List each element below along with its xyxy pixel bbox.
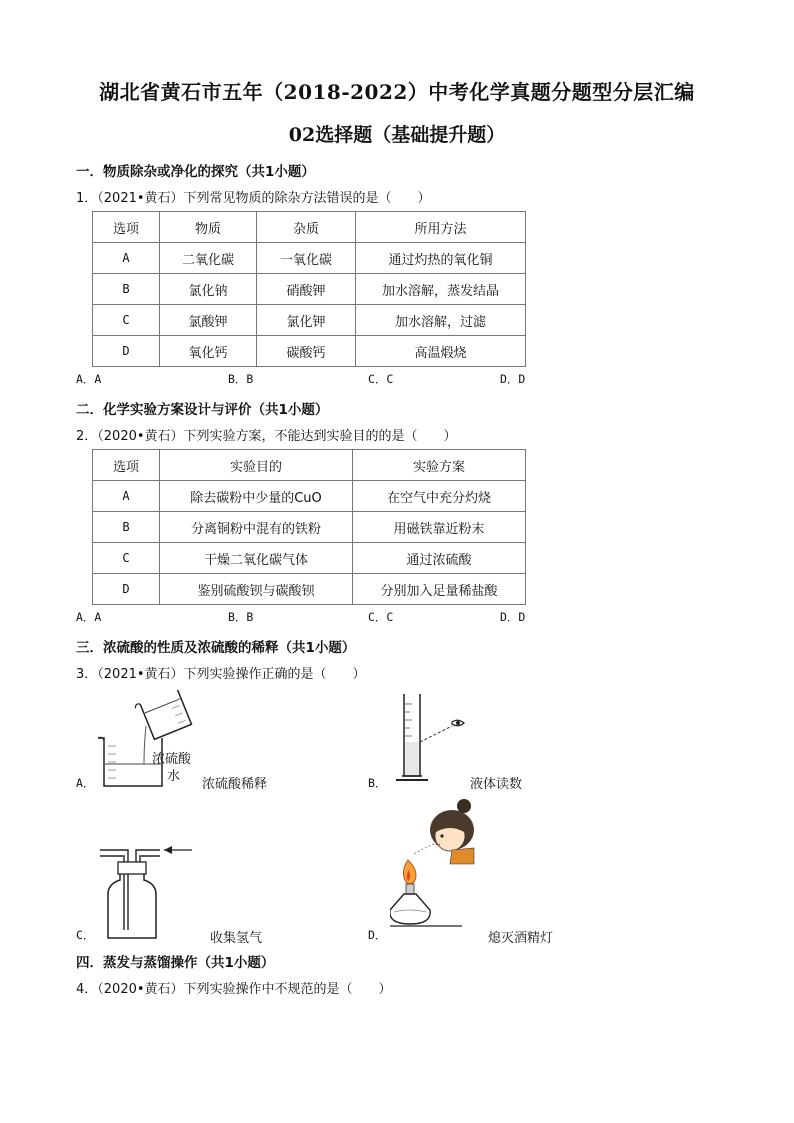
question-3: 3．（2021•黄石）下列实验操作正确的是（ ） — [76, 667, 366, 682]
figure-b-caption: 液体读数 — [470, 777, 523, 792]
gas-bottle-icon — [94, 838, 204, 943]
table-row — [93, 481, 526, 512]
table-cell: 通过灼热的氧化铜 — [356, 243, 526, 274]
page-subtitle: 02选择题（基础提升题） — [288, 124, 506, 146]
table-cell: 加水溶解，过滤 — [356, 305, 526, 336]
table-cell: 氧化钙 — [160, 336, 257, 367]
table-cell: C — [93, 543, 160, 574]
option-a[interactable]: A．A — [76, 610, 102, 624]
beaker-pouring-icon — [94, 690, 214, 790]
table-cell: 在空气中充分灼烧 — [353, 481, 526, 512]
table-row — [93, 574, 526, 605]
option-c[interactable]: C．C — [368, 372, 394, 386]
table-cell: 鉴别硫酸钡与碳酸钡 — [160, 574, 353, 605]
table-cell: 一氧化碳 — [257, 243, 356, 274]
section-heading-2: 二．化学实验方案设计与评价（共1小题） — [76, 402, 329, 418]
figure-a-caption: 浓硫酸稀释 — [202, 777, 268, 792]
question-4: 4．（2020•黄石）下列实验操作中不规范的是（ ） — [76, 982, 392, 997]
table-cell: 分别加入足量稀盐酸 — [353, 574, 526, 605]
figure-d-letter[interactable]: D． — [368, 928, 387, 942]
table-header-cell: 实验目的 — [160, 450, 353, 481]
option-b[interactable]: B．B — [228, 610, 254, 624]
section-heading-4: 四．蒸发与蒸馏操作（共1小题） — [76, 955, 275, 971]
alcohol-lamp-girl-icon — [390, 798, 500, 938]
table-header-row — [93, 450, 526, 481]
table-cell: B — [93, 274, 160, 305]
option-d[interactable]: D．D — [500, 372, 526, 386]
table-1 — [92, 211, 526, 367]
option-c[interactable]: C．C — [368, 610, 394, 624]
table-row — [93, 274, 526, 305]
table-header-cell: 实验方案 — [353, 450, 526, 481]
table-header-cell: 选项 — [93, 450, 160, 481]
table-cell: 氯酸钾 — [160, 305, 257, 336]
table-header-cell: 所用方法 — [356, 212, 526, 243]
question-1: 1．（2021•黄石）下列常见物质的除杂方法错误的是（ ） — [76, 191, 431, 206]
table-row — [93, 336, 526, 367]
table-header-cell: 杂质 — [257, 212, 356, 243]
option-b[interactable]: B．B — [228, 372, 254, 386]
graduated-cylinder-icon — [392, 690, 482, 790]
figure-b-letter[interactable]: B． — [368, 776, 387, 790]
table-cell: 除去碳粉中少量的CuO — [160, 481, 353, 512]
table-row — [93, 543, 526, 574]
option-d[interactable]: D．D — [500, 610, 526, 624]
table-cell: A — [93, 243, 160, 274]
table-cell: 高温煅烧 — [356, 336, 526, 367]
table-cell: 分离铜粉中混有的铁粉 — [160, 512, 353, 543]
table-cell: 氯化钾 — [257, 305, 356, 336]
table-cell: D — [93, 336, 160, 367]
table-cell: 硝酸钾 — [257, 274, 356, 305]
table-header-cell: 选项 — [93, 212, 160, 243]
table-row — [93, 512, 526, 543]
table-cell: D — [93, 574, 160, 605]
table-cell: B — [93, 512, 160, 543]
table-cell: 碳酸钙 — [257, 336, 356, 367]
table-row — [93, 243, 526, 274]
table-cell: 用磁铁靠近粉末 — [353, 512, 526, 543]
table-cell: 干燥二氧化碳气体 — [160, 543, 353, 574]
page-title: 湖北省黄石市五年（2018-2022）中考化学真题分题型分层汇编 — [99, 80, 695, 104]
option-a[interactable]: A．A — [76, 372, 102, 386]
question-2: 2．（2020•黄石）下列实验方案，不能达到实验目的的是（ ） — [76, 429, 457, 444]
table-row — [93, 305, 526, 336]
figure-c-letter[interactable]: C． — [76, 928, 95, 942]
table-cell: 氯化钠 — [160, 274, 257, 305]
table-cell: 二氧化碳 — [160, 243, 257, 274]
table-header-cell: 物质 — [160, 212, 257, 243]
figure-d-caption: 熄灭酒精灯 — [488, 931, 554, 946]
table-cell: 通过浓硫酸 — [353, 543, 526, 574]
section-heading-3: 三．浓硫酸的性质及浓硫酸的稀释（共1小题） — [76, 640, 356, 656]
figure-c-caption: 收集氢气 — [210, 931, 263, 946]
figure-a-acid-label: 浓硫酸 — [152, 752, 192, 767]
table-header-row — [93, 212, 526, 243]
table-cell: A — [93, 481, 160, 512]
table-cell: C — [93, 305, 160, 336]
table-2 — [92, 449, 526, 605]
section-heading-1: 一．物质除杂或净化的探究（共1小题） — [76, 164, 315, 180]
figure-a-letter[interactable]: A． — [76, 776, 95, 790]
figure-a-water-label: 水 — [167, 769, 181, 784]
table-cell: 加水溶解，蒸发结晶 — [356, 274, 526, 305]
